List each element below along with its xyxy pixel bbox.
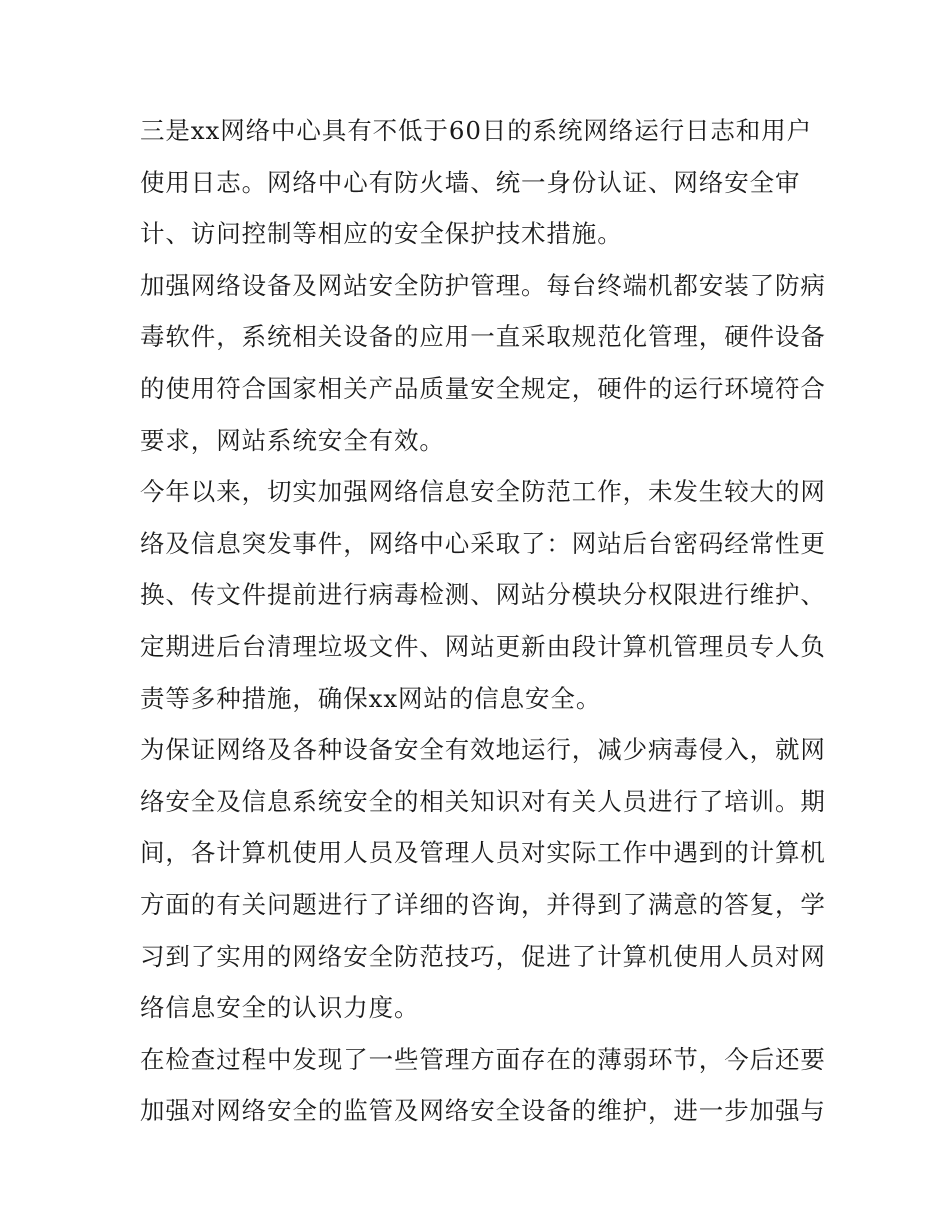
- text-line: 加强网络设备及网站安全防护管理。每台终端机都安装了防病: [140, 270, 826, 300]
- text-line: 的使用符合国家相关产品质量安全规定，硬件的运行环境符合: [140, 373, 826, 403]
- paragraph-training: [140, 730, 826, 1040]
- text-line: 加强对网络安全的监管及网络安全设备的维护，进一步加强与: [140, 1096, 826, 1126]
- text-line: 换、传文件提前进行病毒检测、网站分模块分权限进行维护、: [140, 580, 826, 610]
- text-line: 络及信息突发事件，网络中心采取了：网站后台密码经常性更: [140, 528, 826, 558]
- text-line: 毒软件，系统相关设备的应用一直采取规范化管理，硬件设备: [140, 322, 826, 352]
- text-line: 间，各计算机使用人员及管理人员对实际工作中遇到的计算机: [140, 838, 826, 868]
- paragraph-security-measures: [140, 472, 826, 730]
- document-body: [140, 111, 826, 1143]
- text-line: 三是xx网络中心具有不低于60日的系统网络运行日志和用户: [140, 116, 813, 145]
- paragraph-device-protection: [140, 266, 826, 472]
- text-line: 络信息安全的认识力度。: [140, 993, 420, 1023]
- text-line: 为保证网络及各种设备安全有效地运行，减少病毒侵入，就网: [140, 735, 826, 765]
- text-line: 要求，网站系统安全有效。: [140, 425, 445, 455]
- paragraph-weaknesses: [140, 1040, 826, 1143]
- text-line: 计、访问控制等相应的安全保护技术措施。: [140, 219, 623, 249]
- text-line: 责等多种措施，确保xx网站的信息安全。: [140, 683, 602, 713]
- text-line: 方面的有关问题进行了详细的咨询，并得到了满意的答复，学: [140, 889, 826, 919]
- text-line: 络安全及信息系统安全的相关知识对有关人员进行了培训。期: [140, 786, 826, 816]
- text-line: 使用日志。网络中心有防火墙、统一身份认证、网络安全审: [140, 167, 801, 197]
- text-line: 在检查过程中发现了一些管理方面存在的薄弱环节，今后还要: [140, 1044, 826, 1074]
- text-line: 定期进后台清理垃圾文件、网站更新由段计算机管理员专人负: [140, 631, 826, 661]
- text-line: 习到了实用的网络安全防范技巧，促进了计算机使用人员对网: [140, 941, 826, 971]
- text-line: 今年以来，切实加强网络信息安全防范工作，未发生较大的网: [140, 477, 826, 507]
- paragraph-log-retention: [140, 111, 820, 266]
